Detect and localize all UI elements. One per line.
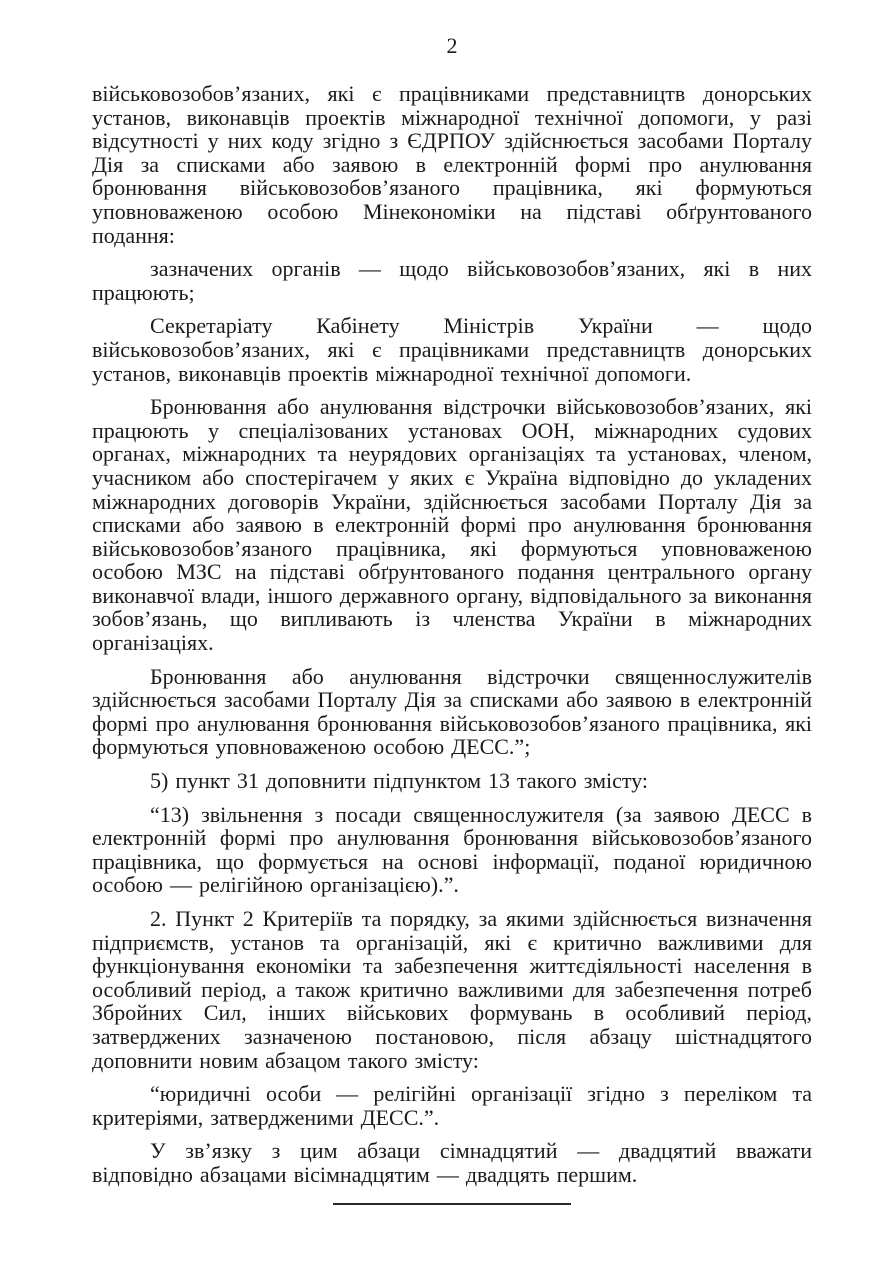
page-number: 2	[446, 33, 458, 58]
paragraph: “юридичні особи — релігійні організації згідно з переліком та критеріями, затвердженими ДЕСС.”.	[92, 1081, 812, 1130]
paragraph: Секретаріату Кабінету Міністрів України — щодо військовозобов’язаних, які є працівниками представництв донорських установ, виконавців проектів міжнародної технічної допомоги.	[92, 313, 812, 386]
paragraph: Бронювання або анулювання відстрочки військовозобов’язаних, які працюють у спеціалізованих установах ООН, міжнародних судових органах, міжнародних та неурядових організаціях та установах, членом, учасником або спостерігачем у яких є Україна відповідно до укладених міжнародних договорів України, здійснюється засобами Порталу Дія за списками або заявою в електронній формі про анулювання бронювання військовозобов’язаного працівника, які формуються уповноваженою особою МЗС на підставі обґрунтованого подання центрального органу виконавчої влади, іншого державного органу, відповідального за виконання зобов’язань, що випливають із членства України в міжнародних організаціях.	[92, 394, 812, 656]
paragraph: 2. Пункт 2 Критеріїв та порядку, за якими здійснюється визначення підприємств, установ та організацій, які є критично важливими для функціонування економіки та забезпечення життєдіяльності населення в особливий період, а також критично важливими для забезпечення потреб Збройних Сил, інших військових формувань в особливий період, затверджених зазначеною постановою, після абзацу шістнадцятого доповнити новим абзацом такого змісту:	[92, 906, 812, 1073]
paragraph: військовозобов’язаних, які є працівниками представництв донорських установ, виконавців проектів міжнародної технічної допомоги, у разі відсутності у них коду згідно з ЄДРПОУ здійснюється засобами Порталу Дія за списками або заявою в електронній формі про анулювання бронювання військовозобов’язаного працівника, які формуються уповноваженою особою Мінекономіки на підставі обґрунтованого подання:	[92, 81, 812, 248]
document-body	[92, 82, 812, 1205]
paragraph: Бронювання або анулювання відстрочки священнослужителів здійснюється засобами Порталу Дія за списками або заявою в електронній формі про анулювання бронювання військовозобов’язаного працівника, які формуються уповноваженою особою ДЕСС.”;	[92, 663, 812, 760]
paragraph: 5) пункт 31 доповнити підпунктом 13 такого змісту:	[150, 768, 649, 794]
paragraph: зазначених органів — щодо військовозобов’язаних, які в них працюють;	[92, 256, 812, 305]
paragraph: У зв’язку з цим абзаци сімнадцятий — двадцятий вважати відповідно абзацами вісімнадцятим — двадцять першим.	[92, 1138, 812, 1187]
paragraph: “13) звільнення з посади священнослужителя (за заявою ДЕСС в електронній формі про анулювання бронювання військовозобов’язаного працівника, що формується на основі інформації, поданої юридичною особою — релігійною організацією).”.	[92, 801, 812, 898]
separator-line	[333, 1203, 571, 1205]
